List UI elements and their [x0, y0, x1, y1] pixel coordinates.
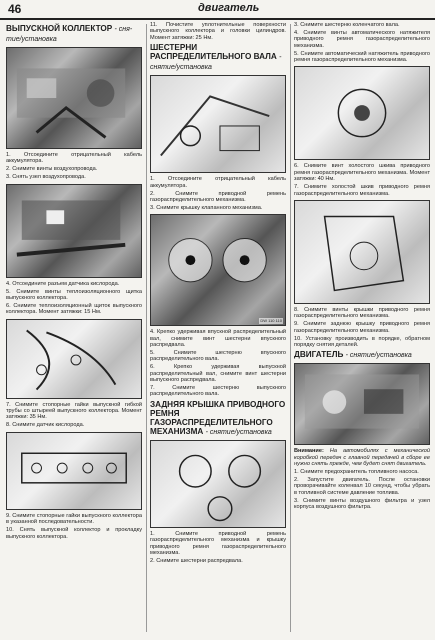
- step-text: 2. Снимите шестерни распредвала.: [150, 557, 243, 564]
- section-heading-exhaust-manifold: [6, 24, 142, 44]
- warning-label: Внимание:: [294, 448, 324, 455]
- step-text: 7. Снимите холостой шкив приводного ремня газораспределительного механизма.: [294, 184, 430, 197]
- column-2: [150, 22, 286, 634]
- manifold-diagram: [6, 432, 142, 510]
- warning-note: [294, 448, 430, 467]
- step-text: 5. Снимите шестерню впускного распределительного вала.: [150, 349, 286, 363]
- step-text: 6. Снимите винт холостого шкива приводного ремня газораспределительного механизма. Момент затяжки: 40 Нм.: [294, 163, 430, 183]
- column-3: [294, 22, 430, 634]
- step-text: 5. Снимите автоматический натяжитель приводного ремня газораспределительного механизма.: [294, 50, 430, 64]
- step-text: 10. Снять выпускной коллектор и прокладку выпускного коллектора.: [6, 527, 142, 540]
- step-text: 9. Снимите стопорные гайки выпускного коллектора в указанной последовательности.: [6, 512, 142, 526]
- manifold-illustration: [7, 185, 141, 277]
- cover-bolts-diagram: [294, 200, 430, 304]
- heading-text: ЗАДНЯЯ КРЫШКА ПРИВОДНОГО РЕМНЯ ГАЗОРАСПРЕДЕЛИТЕЛЬНОГО МЕХАНИЗМА: [150, 399, 286, 436]
- warning-text: На автомобилях с механической коробкой передач с главной передачей в сборе ее нужно снять прежде, чем будет снят двигатель.: [294, 448, 430, 468]
- section-heading-engine: [294, 350, 430, 360]
- engine-photo: [6, 184, 142, 278]
- timing-diagram: [150, 75, 286, 173]
- step-text: 3. Снимите винты воздушного фильтра и узел корпуса воздушного фильтра.: [294, 497, 430, 511]
- engine-bay-photo: [294, 363, 430, 445]
- step-text: 1. Отсоедините отрицательный кабель аккумулятора.: [6, 152, 142, 165]
- heading-text: ВЫПУСКНОЙ КОЛЛЕКТОР: [6, 24, 113, 33]
- step-text: 2. Запустите двигатель. После остановки проворачивайте коленвал 10 секунд, чтобы убрать в топливной системе давление топлива.: [294, 477, 430, 496]
- manifold-bolts-illustration: [7, 433, 141, 509]
- section-title: двигатель: [198, 2, 260, 14]
- step-text: 4. Снимите винты автоматического натяжителя приводного ремня газораспределительного механизма.: [294, 29, 430, 49]
- photo-code: DW 110 110: [260, 317, 282, 323]
- heading-text: ШЕСТЕРНИ РАСПРЕДЕЛИТЕЛЬНОГО ВАЛА: [150, 43, 277, 62]
- step-text: 10. Установку производить в порядке, обратном порядку снятия деталей.: [294, 335, 430, 348]
- step-text: 7. Снимите шестерню выпускного распределительного вала.: [150, 385, 286, 398]
- step-text: 3. Снять узел воздухопровода.: [6, 174, 86, 181]
- step-text: 6. Крепко удерживая выпускной распределительный вал, снимите винт шестерни выпускного распредвала.: [150, 364, 286, 384]
- timing-cover-illustration: [151, 441, 285, 527]
- step-text: 3. Снимите крышку клапанного механизма.: [150, 204, 263, 211]
- step-text: 1. Снимите предохранитель топливного насоса.: [294, 469, 419, 476]
- step-text: 11. Почистите уплотнительные поверхности выпускного коллектора и головки цилиндров. Момент затяжки: 25 Нм.: [150, 22, 286, 41]
- heading-subtitle: - снятие/установка: [150, 54, 282, 72]
- tensioner-diagram: [294, 66, 430, 160]
- gears-illustration: [151, 215, 285, 325]
- heading-subtitle: - снятие/установка: [205, 428, 272, 436]
- step-text: 2. Снимите винты воздухопровода.: [6, 166, 98, 173]
- engine-bay-illustration: [295, 364, 429, 444]
- step-text: 3. Снимите шестерню коленчатого вала.: [294, 22, 400, 28]
- column-divider: [290, 24, 291, 632]
- engine-illustration: [7, 48, 141, 148]
- tensioner-illustration: [295, 67, 429, 159]
- cover-illustration: [295, 201, 429, 303]
- step-text: 9. Снимите заднюю крышку приводного ремня газораспределительного механизма.: [294, 321, 430, 334]
- section-heading-rear-cover: [150, 400, 286, 437]
- step-text: 2. Снимите приводной ремень газораспределительного механизма.: [150, 190, 286, 203]
- step-text: 1. Снимите приводной ремень газораспределительного механизма и крышку приводного ремня газораспределительного механизма.: [150, 530, 286, 557]
- step-text: 7. Снимите стопорные гайки выпускной гибкой трубы со штыреей выпускного коллектора. Момент затяжки: 35 Нм.: [6, 401, 142, 421]
- engine-photo: [6, 47, 142, 149]
- exhaust-pipe-illustration: [7, 320, 141, 398]
- page-header: [0, 0, 435, 20]
- column-divider: [146, 24, 147, 632]
- step-text: 6. Снимите теплоизоляционный щиток выпускного коллектора. Момент затяжки: 15 Нм.: [6, 302, 142, 316]
- section-heading-camshaft-gears: [150, 43, 286, 72]
- heading-subtitle: - сня-тие/установка: [6, 26, 133, 43]
- column-1: [6, 22, 142, 634]
- step-text: 8. Снимите винты крышки приводного ремня газораспределительного механизма.: [294, 306, 430, 320]
- rear-cover-diagram: [150, 440, 286, 528]
- step-text: 4. Крепко удерживая впускной распределительный вал, снимите винт шестерни впускного распредвала.: [150, 329, 286, 349]
- exhaust-diagram: [6, 319, 142, 399]
- camshaft-illustration: [151, 76, 285, 172]
- step-text: 8. Снимите датчик кислорода.: [6, 422, 85, 429]
- camshaft-gears-photo: [150, 214, 286, 326]
- heading-subtitle: - снятие/установка: [345, 352, 412, 360]
- step-text: 1. Отсоедините отрицательный кабель аккумулятора.: [150, 176, 286, 189]
- page-number: 46: [8, 2, 22, 16]
- step-text: 4. Отсоедините разъем датчика кислорода.: [6, 280, 120, 287]
- step-text: 5. Снимите винты теплоизоляционного щитка выпускного коллектора.: [6, 288, 142, 301]
- heading-text: ДВИГАТЕЛЬ: [294, 350, 344, 360]
